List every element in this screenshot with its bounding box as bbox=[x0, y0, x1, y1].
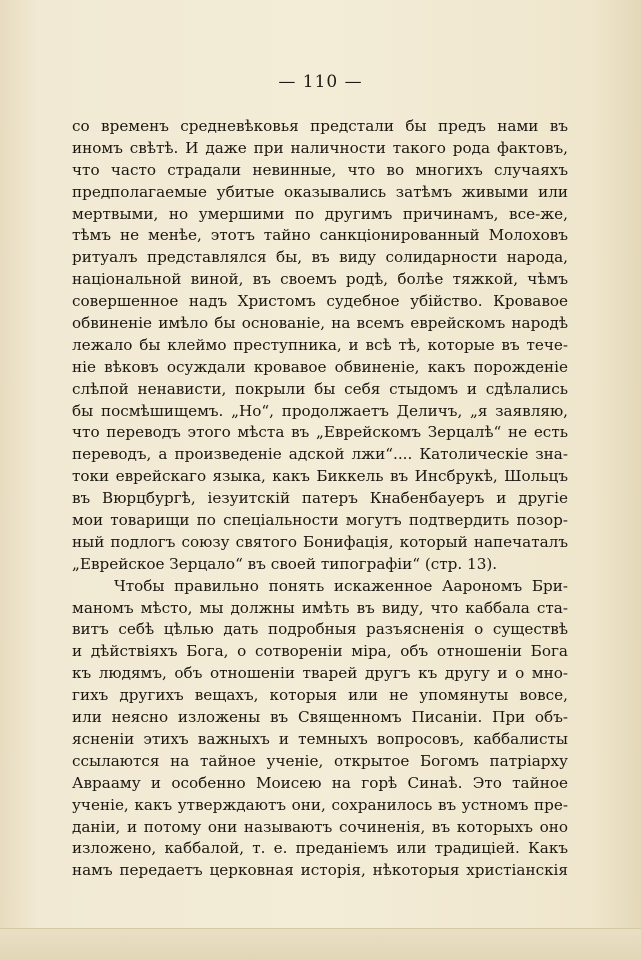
text-line: ный подлогъ союзу святого Бонифація, который напечаталъ bbox=[72, 532, 568, 551]
text-line: лежало бы клеймо преступника, и всѣ тѣ, которые въ тече- bbox=[72, 335, 568, 354]
text-line: ученіе, какъ утверждаютъ они, сохранилось въ устномъ пре- bbox=[72, 795, 568, 814]
text-line: совершенное надъ Христомъ судебное убійство. Кровавое bbox=[72, 292, 568, 311]
text-line: или неясно изложены въ Священномъ Писаніи. При объ- bbox=[72, 708, 568, 727]
text-line: слѣпой ненависти, покрыли бы себя стыдомъ и сдѣлались bbox=[72, 379, 568, 398]
text-line: даніи, и потому они называютъ сочиненія, въ которыхъ оно bbox=[72, 817, 568, 836]
text-line: къ людямъ, объ отношеніи тварей другъ къ другу и о мно- bbox=[72, 664, 568, 683]
text-line: предполагаемые убитые оказывались затѣмъ живыми или bbox=[72, 182, 568, 201]
text-line: тѣмъ не менѣе, этотъ тайно санкціонированный Молоховъ bbox=[72, 226, 568, 245]
text-line: изложено, каббалой, т. е. преданіемъ или традиціей. Какъ bbox=[72, 839, 568, 858]
text-line: „Еврейское Зерцало“ въ своей типографіи“ (стр. 13). bbox=[72, 554, 498, 573]
text-line: ясненіи этихъ важныхъ и темныхъ вопросовъ, каббалисты bbox=[72, 729, 568, 748]
text-line: въ Вюрцбургѣ, іезуитскій патеръ Кнабенбауеръ и другіе bbox=[72, 489, 568, 508]
text-line: маномъ мѣсто, мы должны имѣть въ виду, что каббала ста- bbox=[72, 598, 568, 617]
text-line: со временъ средневѣковья предстали бы предъ нами въ bbox=[72, 117, 568, 135]
text-line: ритуалъ представлялся бы, въ виду солидарности народа, bbox=[72, 248, 568, 267]
text-line: ссылаются на тайное ученіе, открытое Богомъ патріарху bbox=[72, 751, 568, 770]
text-line: токи еврейскаго языка, какъ Биккель въ Инсбрукѣ, Шольцъ bbox=[72, 467, 568, 486]
text-line: переводъ, а произведеніе адской лжи“.... Католическіе зна- bbox=[72, 445, 568, 464]
text-line: мои товарищи по спеціальности могутъ подтвердить позор- bbox=[72, 511, 568, 530]
body-text bbox=[72, 116, 568, 882]
text-line: бы посмѣшищемъ. „Но“, продолжаетъ Деличъ, „я заявляю, bbox=[72, 401, 568, 420]
text-line: иномъ свѣтѣ. И даже при наличности такого рода фактовъ, bbox=[72, 138, 568, 157]
text-line: витъ себѣ цѣлью дать подробныя разъясненія о существѣ bbox=[72, 620, 568, 639]
text-line: гихъ другихъ вещахъ, которыя или не упомянуты вовсе, bbox=[72, 686, 568, 705]
text-line: ніе вѣковъ осуждали кровавое обвиненіе, какъ порожденіе bbox=[72, 357, 568, 376]
text-line: обвиненіе имѣло бы основаніе, на всемъ еврейскомъ народѣ bbox=[72, 314, 568, 333]
page-bottom-edge bbox=[0, 928, 641, 960]
text-line: Чтобы правильно понять искаженное Аарономъ Бри- bbox=[114, 576, 568, 595]
text-line: мертвыми, но умершими по другимъ причинамъ, все-же, bbox=[72, 204, 568, 223]
text-line: намъ передаетъ церковная исторія, нѣкоторыя христіанскія bbox=[72, 861, 568, 880]
text-line: что переводъ этого мѣста въ „Еврейскомъ Зерцалѣ“ не есть bbox=[72, 423, 568, 442]
text-line: Аврааму и особенно Моисею на горѣ Синаѣ. Это тайное bbox=[72, 773, 568, 792]
text-line: что часто страдали невинные, что во многихъ случаяхъ bbox=[72, 160, 568, 179]
text-line: національной виной, въ своемъ родѣ, болѣе тяжкой, чѣмъ bbox=[72, 270, 568, 289]
page-number: — 110 — bbox=[278, 72, 363, 92]
text-line: и дѣйствіяхъ Бога, о сотвореніи міра, объ отношеніи Бога bbox=[72, 642, 568, 661]
